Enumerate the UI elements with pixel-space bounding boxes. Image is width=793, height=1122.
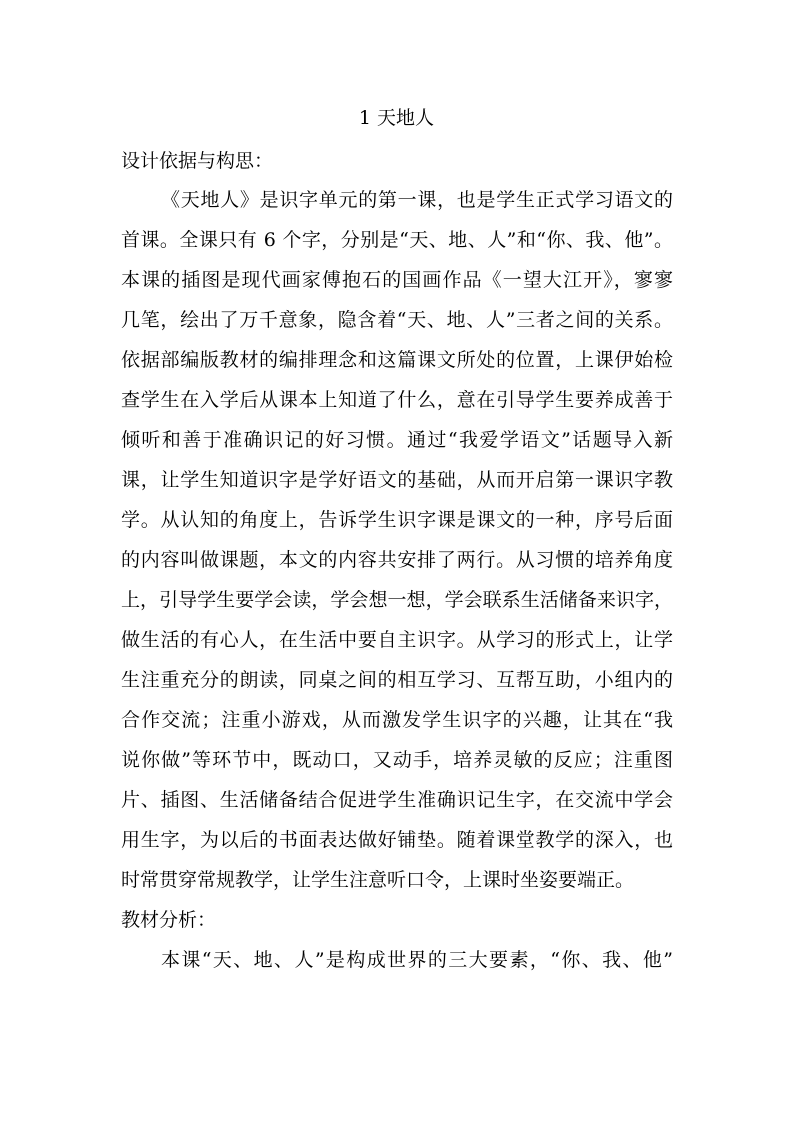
section-heading-design: 设计依据与构思： — [121, 150, 274, 172]
paragraph-line: 上，引导学生要学会读，学会想一想，学会联系生活储备来识字， — [121, 589, 673, 611]
paragraph-line: 倾听和善于准确识记的好习惯。通过“我爱学语文”话题导入新 — [121, 429, 673, 451]
document-title: 1 天地人 — [358, 107, 435, 129]
paragraph-line: 本课“天、地、人”是构成世界的三大要素，“你、我、他” — [161, 949, 673, 971]
paragraph-line: 的内容叫做课题，本文的内容共安排了两行。从习惯的培养角度 — [121, 549, 673, 571]
paragraph-line: 查学生在入学后从课本上知道了什么，意在引导学生要养成善于 — [121, 389, 673, 411]
paragraph-line: 时常贯穿常规教学，让学生注意听口令，上课时坐姿要端正。 — [121, 869, 635, 891]
paragraph-line: 合作交流；注重小游戏，从而激发学生识字的兴趣，让其在“我 — [121, 709, 673, 731]
paragraph-line: 生注重充分的朗读，同桌之间的相互学习、互帮互助，小组内的 — [121, 669, 673, 691]
section-heading-materials: 教材分析： — [121, 909, 217, 931]
paragraph-line: 片、插图、生活储备结合促进学生准确识记生字，在交流中学会 — [121, 789, 673, 811]
paragraph-line: 几笔，绘出了万千意象，隐含着“天、地、人”三者之间的关系。 — [121, 309, 673, 331]
paragraph-line: 《天地人》是识字单元的第一课，也是学生正式学习语文的 — [161, 189, 673, 211]
paragraph-line: 说你做”等环节中，既动口，又动手，培养灵敏的反应；注重图 — [121, 749, 673, 771]
paragraph-line: 首课。全课只有 6 个字，分别是“天、地、人”和“你、我、他”。 — [121, 229, 673, 251]
paragraph-line: 依据部编版教材的编排理念和这篇课文所处的位置，上课伊始检 — [121, 349, 673, 371]
paragraph-line: 课，让学生知道识字是学好语文的基础，从而开启第一课识字教 — [121, 469, 673, 491]
paragraph-line: 本课的插图是现代画家傅抱石的国画作品《一望大江开》，寥寥 — [121, 269, 673, 291]
paragraph-line: 用生字，为以后的书面表达做好铺垫。随着课堂教学的深入，也 — [121, 829, 673, 851]
paragraph-line: 做生活的有心人，在生活中要自主识字。从学习的形式上，让学 — [121, 629, 673, 651]
paragraph-line: 学。从认知的角度上，告诉学生识字课是课文的一种，序号后面 — [121, 509, 673, 531]
